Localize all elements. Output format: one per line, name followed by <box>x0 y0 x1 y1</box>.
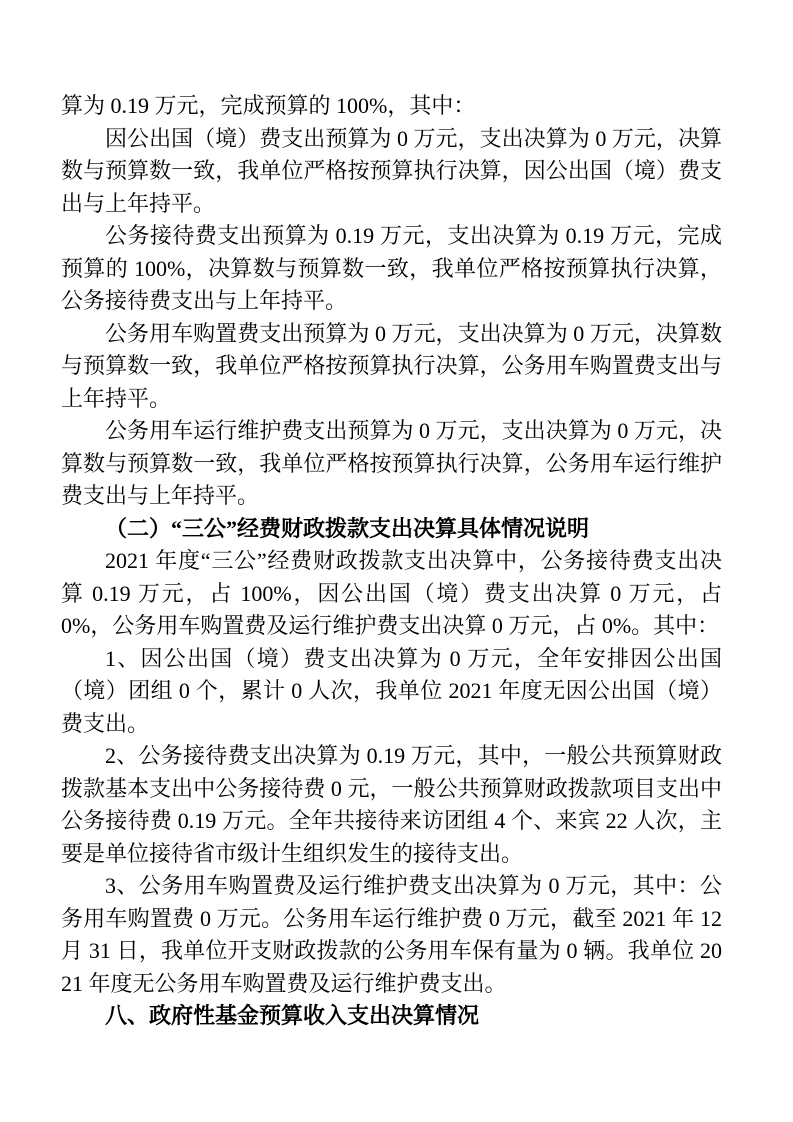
paragraph-overall-completion: 算为 0.19 万元，完成预算的 100%，其中： <box>61 93 476 118</box>
paragraph-outbound-expense: 因公出国（境）费支出预算为 0 万元，支出决算为 0 万元，决算数与预算数一致，我单位严格按预算执行决算，因公出国（境）费支出与上年持平。 <box>61 125 722 216</box>
paragraph-item-3-vehicle-detail: 3、公务用车购置费及运行维护费支出决算为 0 万元，其中：公务用车购置费 0 万元。公务用车运行维护费 0 万元，截至 2021 年 12 月 31 日，我单位开支财政拨款的公务用车保有量为 0 辆。我单位 2021 年度无公务用车购置费及运行维护费支出。 <box>61 873 722 996</box>
paragraph-item-2-reception-detail: 2、公务接待费支出决算为 0.19 万元，其中，一般公共预算财政拨款基本支出中公务接待费 0 元，一般公共预算财政拨款项目支出中公务接待费 0.19 万元。全年共接待来访团组 4 个、来宾 22 人次，主要是单位接待省市级计生组织发生的接待支出。 <box>61 743 722 866</box>
paragraph-item-1-outbound-detail: 1、因公出国（境）费支出决算为 0 万元，全年安排因公出国（境）团组 0 个，累计 0 人次，我单位 2021 年度无因公出国（境）费支出。 <box>61 645 722 736</box>
paragraph-reception-expense: 公务接待费支出预算为 0.19 万元，支出决算为 0.19 万元，完成预算的 100%，决算数与预算数一致，我单位严格按预算执行决算，公务接待费支出与上年持平。 <box>61 223 722 313</box>
paragraph-vehicle-purchase-expense: 公务用车购置费支出预算为 0 万元，支出决算为 0 万元，决算数与预算数一致，我单位严格按预算执行决算，公务用车购置费支出与上年持平。 <box>61 320 722 411</box>
heading-section-two-three-public-funds-detail: （二）“三公”经费财政拨款支出决算具体情况说明 <box>105 515 590 541</box>
heading-section-eight-government-fund-budget: 八、政府性基金预算收入支出决算情况 <box>105 1003 480 1028</box>
paragraph-three-public-funds-summary: 2021 年度“三公”经费财政拨款支出决算中，公务接待费支出决算 0.19 万元，占 100%，因公出国（境）费支出决算 0 万元，占 0%，公务用车购置费及运行维护费支出决算 0 万元，占 0%。其中： <box>61 548 722 638</box>
paragraph-vehicle-maintenance-expense: 公务用车运行维护费支出预算为 0 万元，支出决算为 0 万元，决算数与预算数一致，我单位严格按预算执行决算，公务用车运行维护费支出与上年持平。 <box>61 418 722 508</box>
